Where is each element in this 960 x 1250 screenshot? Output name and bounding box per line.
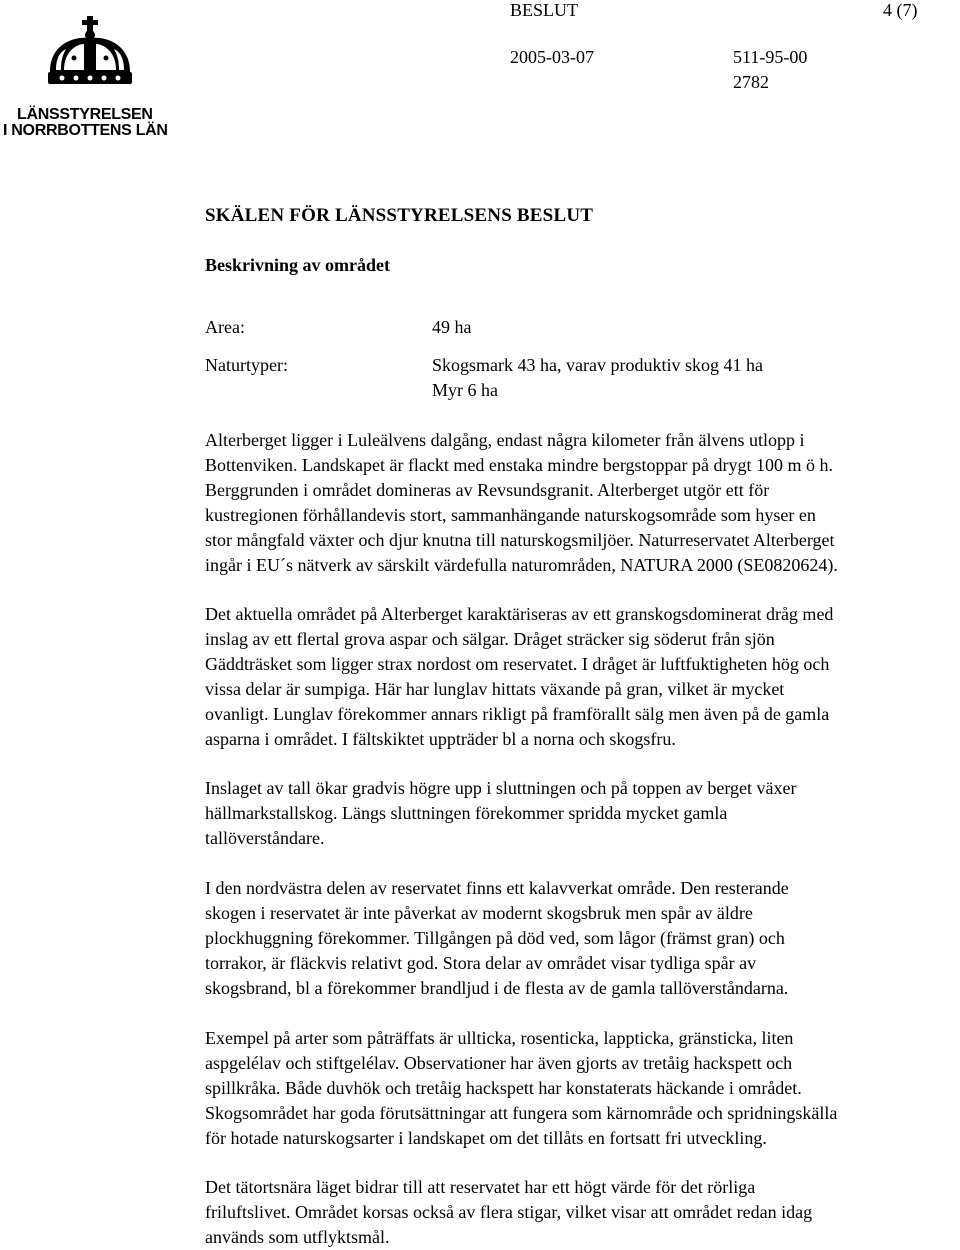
crown-icon	[44, 14, 136, 92]
section-title: SKÄLEN FÖR LÄNSSTYRELSENS BESLUT	[205, 205, 594, 226]
text-line: skogsbrand, bl a förekommer brandljud i de flesta av de gamla tallöverståndarna.	[205, 978, 789, 998]
area-label: Area:	[205, 317, 245, 337]
decision-date: 2005-03-07	[510, 47, 594, 67]
paragraph-4	[205, 876, 957, 1001]
text-line: asparna i området. I fältskiktet uppträder bl a norna och skogsfru.	[205, 729, 676, 749]
logo-line-2: I NORRBOTTENS LÄN	[3, 122, 168, 139]
text-line: ovanligt. Lunglav förekommer annars rikligt på framförallt sälg men även på de gamla	[205, 704, 830, 724]
text-line: Gäddträsket som ligger strax nordost om reservatet. I dråget är luftfuktigheten hög och	[205, 654, 830, 674]
text-line: för hotade naturskogsarter i landskapet om det tillåts en fortsatt fri utveckling.	[205, 1128, 767, 1148]
text-line: Det aktuella området på Alterberget karaktäriseras av ett granskogsdominerat dråg med	[205, 604, 834, 624]
text-line: Inslaget av tall ökar gradvis högre upp i sluttningen och på toppen av berget växer	[205, 778, 797, 798]
text-line: hällmarkstallskog. Längs sluttningen förekommer spridda mycket gamla	[205, 803, 728, 823]
paragraph-6	[205, 1175, 957, 1250]
doc-type: BESLUT	[510, 0, 579, 20]
paragraph-2	[205, 602, 957, 752]
page-number: 4 (7)	[883, 0, 918, 20]
text-line: används som utflyktsmål.	[205, 1227, 390, 1247]
text-line: Bottenviken. Landskapet är flackt med enstaka mindre bergstoppar på drygt 100 m ö h.	[205, 455, 833, 475]
text-line: plockhuggning förekommer. Tillgången på död ved, som lågor (främst gran) och	[205, 928, 785, 948]
text-line: kustregionen förhållandevis stort, sammanhängande naturskogsområde som hyser en	[205, 505, 816, 525]
nature-types-label: Naturtyper:	[205, 355, 288, 375]
agency-logo	[0, 14, 180, 139]
text-line: friluftslivet. Området korsas också av flera stigar, vilket visar att området redan idag	[205, 1202, 813, 1222]
logo-line-1: LÄNSSTYRELSEN	[17, 106, 153, 123]
area-value: 49 ha	[432, 317, 472, 337]
text-line: Berggrunden i området domineras av Revsundsgranit. Alterberget utgör ett för	[205, 480, 770, 500]
text-line: torrakor, är fläckvis relativt god. Stora delar av området visar tydliga spår av	[205, 953, 757, 973]
nature-types-value-2: Myr 6 ha	[432, 380, 498, 400]
text-line: skogen i reservatet är inte påverkat av modernt skogsbruk men spår av äldre	[205, 903, 753, 923]
paragraph-1	[205, 428, 957, 578]
text-line: vissa delar är sumpiga. Här har lunglav hittats växande på gran, vilket är mycket	[205, 679, 785, 699]
text-line: I den nordvästra delen av reservatet finns ett kalavverkat område. Den resterande	[205, 878, 789, 898]
text-line: Det tätortsnära läget bidrar till att reservatet har ett högt värde för det rörliga	[205, 1177, 756, 1197]
text-line: tallöverståndare.	[205, 828, 325, 848]
text-line: Alterberget ligger i Luleälvens dalgång, endast några kilometer från älvens utlopp i	[205, 430, 805, 450]
text-line: aspgelélav och stiftgelélav. Observationer har även gjorts av tretåig hackspett och	[205, 1053, 793, 1073]
paragraph-3	[205, 776, 957, 851]
reference-number: 511-95-00	[733, 47, 808, 67]
nature-types-value: Skogsmark 43 ha, varav produktiv skog 41 ha	[432, 355, 763, 375]
text-line: Exempel på arter som påträffats är ullticka, rosenticka, lappticka, gränsticka, liten	[205, 1028, 794, 1048]
text-line: stor mångfald växter och djur knutna till naturskogsmiljöer. Naturreservatet Alterberget	[205, 530, 835, 550]
text-line: spillkråka. Både duvhök och tretåig hackspett har konstaterats häckande i området.	[205, 1078, 802, 1098]
text-line: ingår i EU´s nätverk av särskilt värdefulla naturområden, NATURA 2000 (SE0820624).	[205, 555, 838, 575]
reference-number-secondary: 2782	[733, 72, 769, 92]
text-line: Skogsområdet har goda förutsättningar att fungera som kärnområde och spridningskälla	[205, 1103, 838, 1123]
text-line: inslag av ett flertal grova aspar och sälgar. Dråget sträcker sig söderut från sjön	[205, 629, 775, 649]
paragraph-5	[205, 1026, 957, 1151]
subsection-title: Beskrivning av området	[205, 255, 391, 275]
